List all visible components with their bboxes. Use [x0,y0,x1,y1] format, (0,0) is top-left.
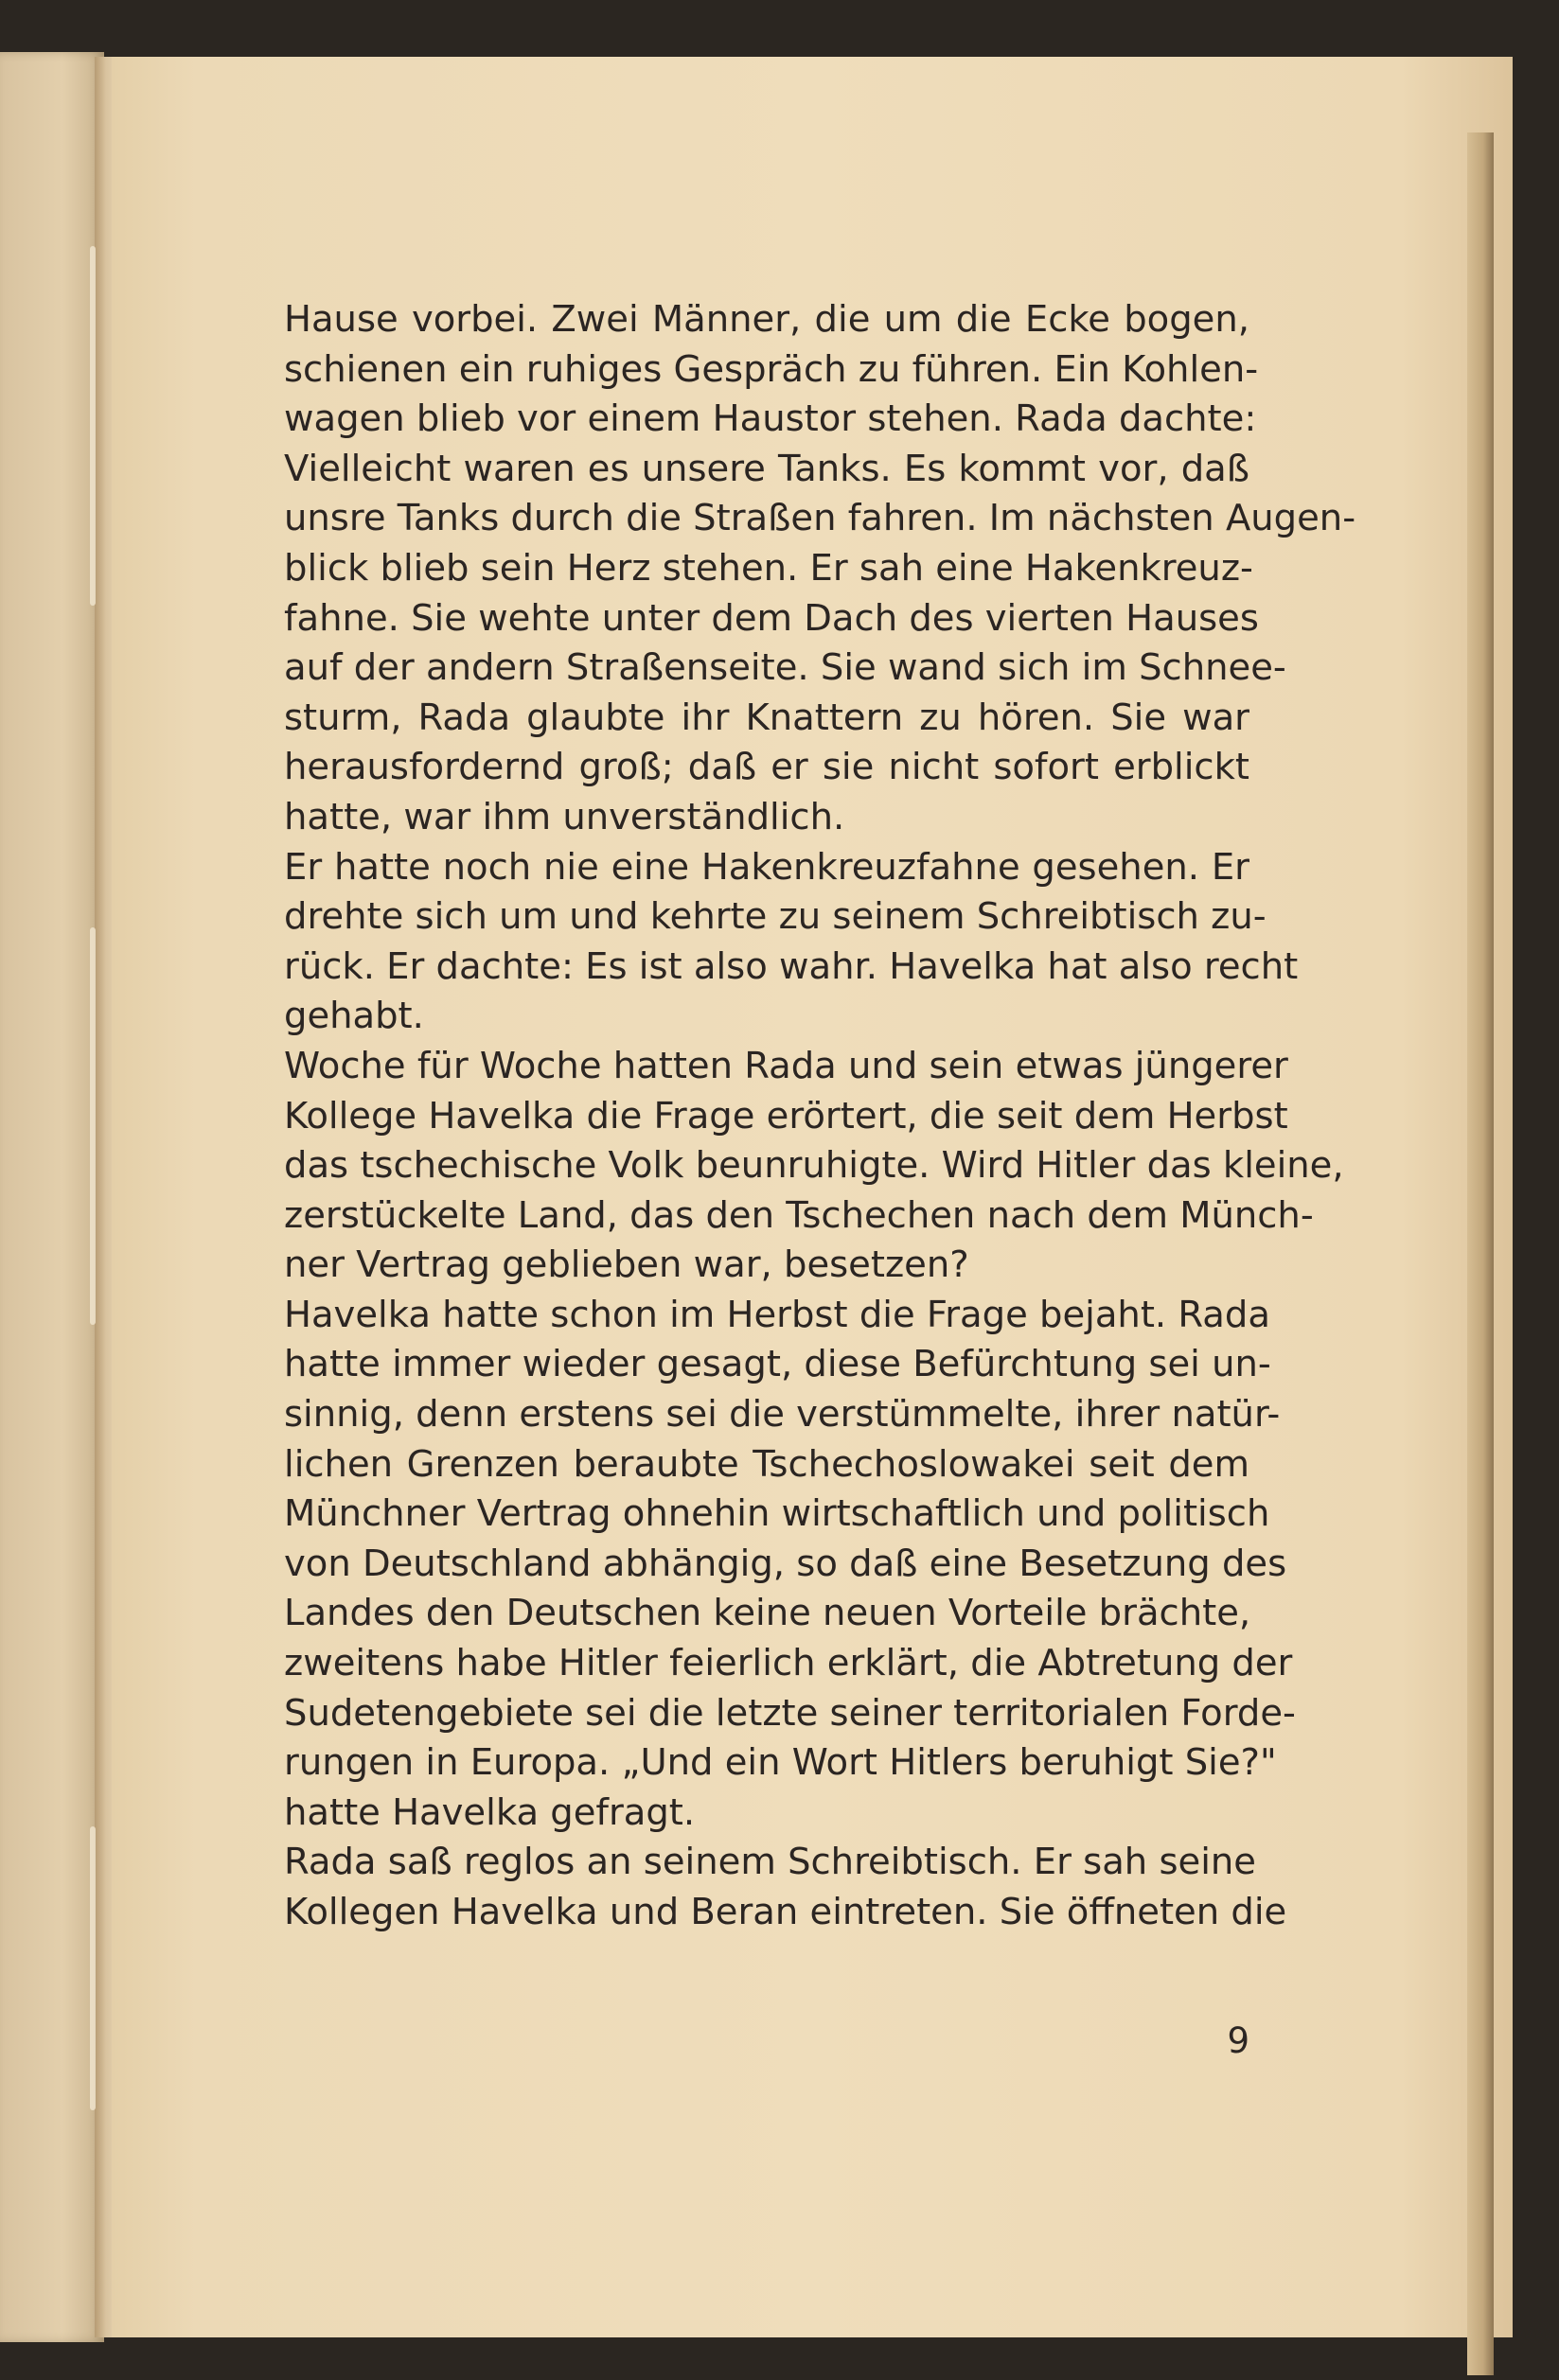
text-line: Havelka hatte schon im Herbst die Frage bejaht. Rada [284,1293,1270,1336]
body-text [284,295,1356,1938]
text-line: zerstückelte Land, das den Tschechen nach dem Münch- [284,1193,1314,1237]
text-line: ner Vertrag geblieben war, besetzen? [284,1243,969,1287]
text-line: gehabt. [284,995,424,1038]
text-line: das tschechische Volk beunruhigte. Wird Hitler das kleine, [284,1144,1344,1188]
page-number: 9 [1227,2020,1249,2061]
text-line: auf der andern Straßenseite. Sie wand sich im Schnee- [284,646,1286,690]
text-line: unsre Tanks durch die Straßen fahren. Im nächsten Augen- [284,497,1356,540]
text-line: von Deutschland abhängig, so daß eine Besetzung des [284,1542,1287,1585]
text-line: sinnig, denn erstens sei die verstümmelte, ihrer natür- [284,1393,1281,1437]
text-line: hatte immer wieder gesagt, diese Befürchtung sei un- [284,1343,1271,1386]
text-line: fahne. Sie wehte unter dem Dach des vierten Hauses [284,596,1259,640]
text-line: Hause vorbei. Zwei Männer, die um die Ecke bogen, [284,298,1249,341]
text-line: hatte Havelka gefragt. [284,1790,696,1834]
text-line: Sudetengebiete sei die letzte seiner territorialen Forde- [284,1691,1296,1735]
text-line: zweitens habe Hitler feierlich erklärt, die Abtretung der [284,1642,1293,1685]
text-line: lichen Grenzen beraubte Tschechoslowakei seit dem [284,1442,1249,1486]
text-line: Landes den Deutschen keine neuen Vorteile brächte, [284,1592,1251,1635]
text-line: hatte, war ihm unverständlich. [284,795,845,838]
text-line: Kollege Havelka die Frage erörtert, die seit dem Herbst [284,1094,1288,1137]
text-line: Er hatte noch nie eine Hakenkreuzfahne gesehen. Er [284,845,1249,889]
text-line: sturm, Rada glaubte ihr Knattern zu hören. Sie war [284,696,1249,739]
text-line: rungen in Europa. „Und ein Wort Hitlers beruhigt Sie?" [284,1741,1277,1785]
text-line: Kollegen Havelka und Beran eintreten. Sie öffneten die [284,1891,1287,1933]
left-page-edge [0,52,104,2342]
text-line: Münchner Vertrag ohnehin wirtschaftlich und politisch [284,1492,1270,1536]
binding-stitch [90,1826,96,2110]
text-line: Vielleicht waren es unsere Tanks. Es kommt vor, daß [284,447,1249,490]
text-line: blick blieb sein Herz stehen. Er sah eine Hakenkreuz- [284,546,1253,590]
binding-stitch [90,246,96,606]
text-line: herausfordernd groß; daß er sie nicht sofort erblickt [284,746,1249,789]
text-line: Rada saß reglos an seinem Schreibtisch. Er sah seine [284,1841,1256,1884]
page-fore-edge [1467,132,1494,2375]
text-line: rück. Er dachte: Es ist also wahr. Havelka hat also recht [284,944,1299,988]
text-line: drehte sich um und kehrte zu seinem Schreibtisch zu- [284,895,1267,939]
text-line: wagen blieb vor einem Haustor stehen. Rada dachte: [284,397,1257,441]
binding-stitch [90,927,96,1325]
text-line: Woche für Woche hatten Rada und sein etwas jüngerer [284,1044,1288,1087]
text-line: schienen ein ruhiges Gespräch zu führen. Ein Kohlen- [284,347,1259,391]
